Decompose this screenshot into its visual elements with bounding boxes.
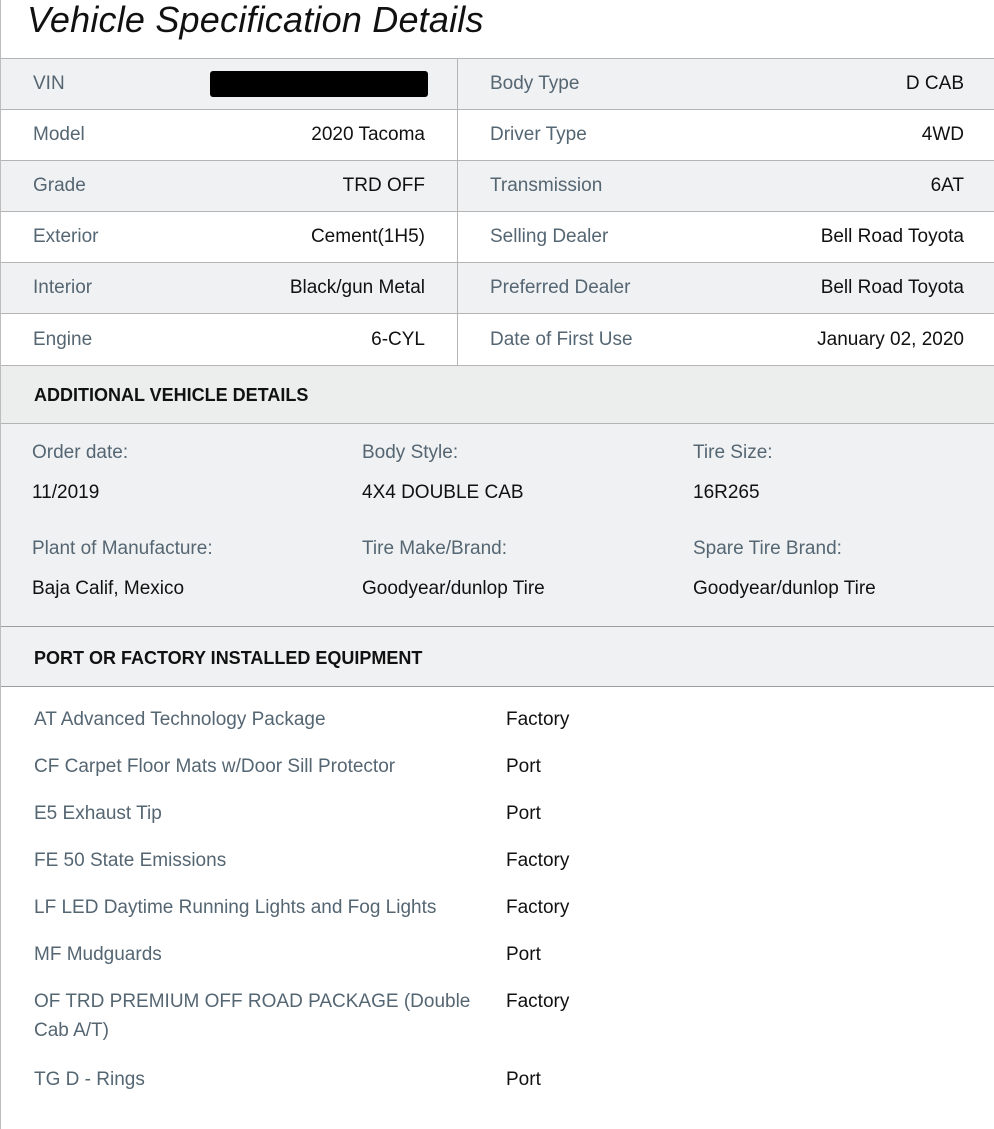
- equipment-row: [34, 799, 994, 846]
- vin-redaction: [210, 71, 428, 97]
- spec-row: [1, 59, 994, 110]
- detail-item: [693, 538, 993, 600]
- equipment-row: [34, 1065, 994, 1112]
- spec-row: [1, 212, 994, 263]
- additional-details-section: [1, 365, 994, 627]
- spec-label: Date of First Use: [490, 328, 633, 350]
- detail-value: Goodyear/dunlop Tire: [693, 578, 876, 599]
- detail-item: [362, 442, 693, 504]
- additional-details-grid: [1, 424, 994, 626]
- detail-value: 4X4 DOUBLE CAB: [362, 482, 524, 503]
- spec-label: Engine: [33, 328, 93, 350]
- equipment-row: [34, 705, 994, 752]
- detail-label: Tire Size:: [693, 442, 773, 463]
- spec-value: 4WD: [921, 124, 964, 145]
- detail-item: [32, 538, 362, 600]
- detail-item: [362, 538, 693, 600]
- spec-value: 6AT: [930, 175, 964, 196]
- detail-label: Tire Make/Brand:: [362, 538, 508, 559]
- equipment-source: Port: [506, 1069, 541, 1090]
- equipment-source: Port: [506, 756, 541, 777]
- detail-value: 11/2019: [32, 482, 100, 503]
- spec-row: [1, 161, 994, 212]
- spec-label: Selling Dealer: [490, 226, 609, 247]
- detail-label: Body Style:: [362, 442, 459, 463]
- equipment-source: Factory: [506, 991, 570, 1012]
- spec-value: January 02, 2020: [817, 328, 964, 350]
- spec-label: VIN: [33, 73, 65, 94]
- equipment-name: CF Carpet Floor Mats w/Door Sill Protector: [34, 756, 396, 777]
- equipment-row: [34, 752, 994, 799]
- equipment-source: Port: [506, 803, 541, 824]
- equipment-source: Factory: [506, 709, 570, 730]
- spec-table: [1, 58, 994, 365]
- spec-value: 6-CYL: [371, 328, 425, 350]
- equipment-name: MF Mudguards: [34, 944, 162, 965]
- spec-label: Exterior: [33, 226, 99, 247]
- detail-label: Order date:: [32, 442, 129, 463]
- equipment-row: [34, 846, 994, 893]
- detail-value: Baja Calif, Mexico: [32, 578, 185, 599]
- spec-value: Cement(1H5): [310, 226, 425, 247]
- spec-label: Transmission: [490, 175, 603, 196]
- spec-row: [1, 314, 994, 365]
- equipment-list: [1, 687, 994, 1112]
- spec-label: Model: [33, 124, 85, 145]
- equipment-source: Factory: [506, 850, 570, 871]
- detail-label: Plant of Manufacture:: [32, 538, 213, 559]
- spec-value: Bell Road Toyota: [820, 277, 964, 298]
- equipment-name: LF LED Daytime Running Lights and Fog Lights: [34, 897, 437, 918]
- equipment-source: Port: [506, 944, 541, 965]
- spec-row: [1, 110, 994, 161]
- spec-label: Preferred Dealer: [490, 277, 631, 298]
- spec-row: [1, 263, 994, 314]
- equipment-row: [34, 987, 994, 1065]
- equipment-row: [34, 940, 994, 987]
- spec-value: D CAB: [905, 73, 964, 94]
- spec-label: Driver Type: [490, 124, 587, 145]
- spec-value: Black/gun Metal: [289, 277, 425, 298]
- equipment-name: AT Advanced Technology Package: [34, 709, 326, 730]
- page-title: Vehicle Specification Details: [27, 0, 484, 40]
- spec-value: Bell Road Toyota: [820, 226, 964, 247]
- detail-label: Spare Tire Brand:: [693, 538, 842, 559]
- detail-value: Goodyear/dunlop Tire: [362, 578, 545, 599]
- equipment-name: E5 Exhaust Tip: [34, 803, 162, 824]
- equipment-name: OF TRD PREMIUM OFF ROAD PACKAGE (Double Cab A/T): [34, 991, 471, 1041]
- equipment-source: Factory: [506, 897, 570, 918]
- equipment-row: [34, 893, 994, 940]
- spec-value: TRD OFF: [342, 175, 425, 196]
- spec-label: Body Type: [490, 73, 580, 94]
- detail-item: [32, 442, 362, 504]
- equipment-name: TG D - Rings: [34, 1069, 145, 1090]
- spec-label: Interior: [33, 277, 93, 298]
- detail-value: 16R265: [693, 482, 760, 503]
- equipment-name: FE 50 State Emissions: [34, 850, 227, 871]
- detail-item: [693, 442, 993, 504]
- spec-value: 2020 Tacoma: [311, 124, 425, 145]
- section-heading: ADDITIONAL VEHICLE DETAILS: [1, 366, 994, 424]
- spec-label: Grade: [33, 175, 86, 196]
- section-heading: PORT OR FACTORY INSTALLED EQUIPMENT: [1, 627, 994, 687]
